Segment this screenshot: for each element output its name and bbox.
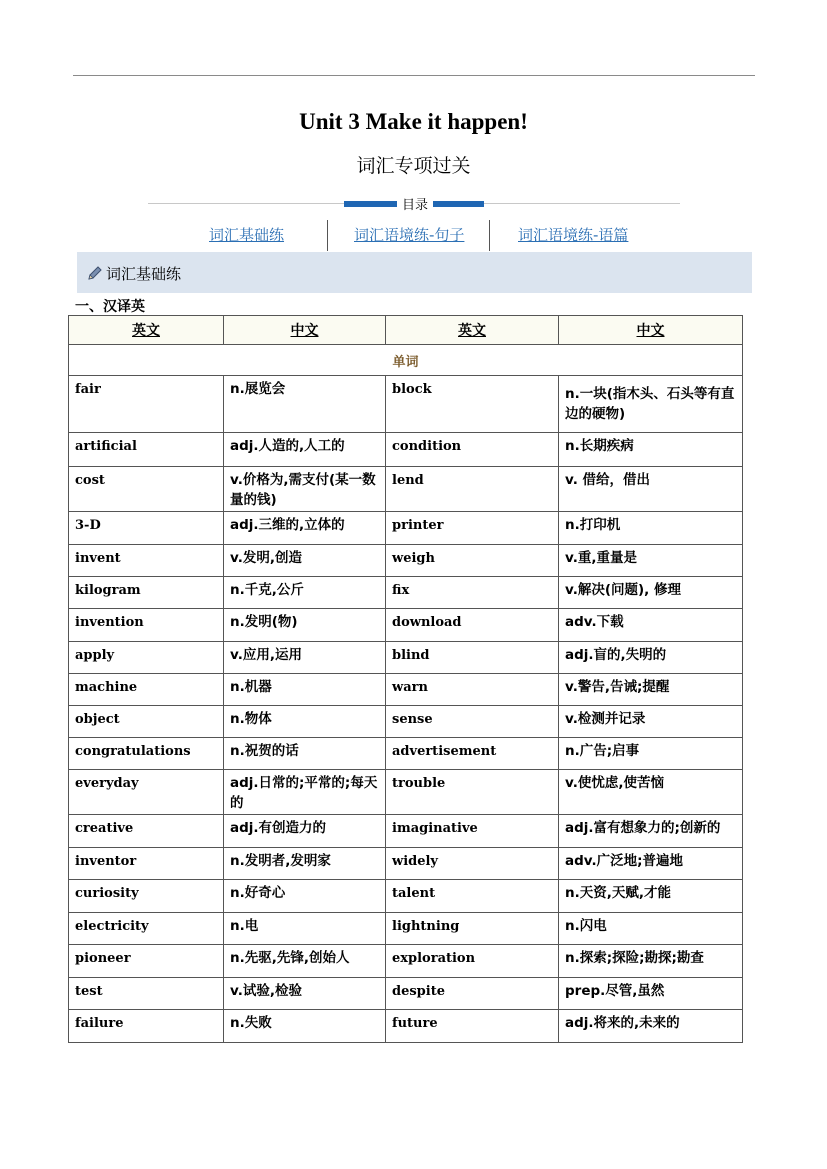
toc-label: 目录 [397, 194, 433, 213]
chinese-meaning-cell: v. 借给，借出 [559, 467, 743, 512]
section-header [77, 252, 752, 293]
table-row [69, 978, 743, 1010]
table-row [69, 945, 743, 978]
english-word-cell: widely [386, 848, 559, 880]
chinese-meaning-cell: n.长期疾病 [559, 433, 743, 467]
table-row [69, 433, 743, 467]
chinese-meaning-cell: adj.三维的,立体的 [224, 512, 386, 545]
chinese-meaning-cell: n.打印机 [559, 512, 743, 545]
english-word-cell: talent [386, 880, 559, 913]
english-word-cell: failure [69, 1010, 224, 1043]
chinese-meaning-cell: n.好奇心 [224, 880, 386, 913]
english-word-cell: printer [386, 512, 559, 545]
header-rule [73, 75, 755, 76]
pencil-icon [86, 264, 104, 282]
english-word-cell: future [386, 1010, 559, 1043]
english-word-cell: block [386, 376, 559, 433]
english-word-cell: blind [386, 642, 559, 674]
chinese-meaning-cell: n.失败 [224, 1010, 386, 1043]
english-word-cell: advertisement [386, 738, 559, 770]
chinese-meaning-cell: v.解决(问题), 修理 [559, 577, 743, 609]
table-row [69, 706, 743, 738]
chinese-meaning-cell: adj.盲的,失明的 [559, 642, 743, 674]
toc-separator [327, 220, 328, 251]
chinese-meaning-cell: n.发明者,发明家 [224, 848, 386, 880]
english-word-cell: download [386, 609, 559, 642]
chinese-meaning-cell: adj.富有想象力的;创新的 [559, 815, 743, 848]
english-word-cell: exploration [386, 945, 559, 978]
english-word-cell: trouble [386, 770, 559, 815]
english-word-cell: imaginative [386, 815, 559, 848]
section-title: 词汇基础练 [106, 265, 182, 283]
chinese-meaning-cell: n.天资,天赋,才能 [559, 880, 743, 913]
english-word-cell: despite [386, 978, 559, 1010]
table-row [69, 467, 743, 512]
english-word-cell: creative [69, 815, 224, 848]
english-word-cell: kilogram [69, 577, 224, 609]
english-word-cell: curiosity [69, 880, 224, 913]
toc-separator [489, 220, 490, 251]
chinese-meaning-cell: n.发明(物) [224, 609, 386, 642]
table-row [69, 1010, 743, 1043]
english-word-cell: condition [386, 433, 559, 467]
chinese-meaning-cell: adj.有创造力的 [224, 815, 386, 848]
chinese-meaning-cell: n.展览会 [224, 376, 386, 433]
english-word-cell: inventor [69, 848, 224, 880]
toc-accent-right [432, 201, 484, 207]
table-row [69, 913, 743, 945]
chinese-meaning-cell: adj.日常的;平常的;每天的 [224, 770, 386, 815]
english-word-cell: pioneer [69, 945, 224, 978]
toc-accent-left [344, 201, 398, 207]
chinese-meaning-cell: adj.将来的,未来的 [559, 1010, 743, 1043]
chinese-meaning-cell: n.电 [224, 913, 386, 945]
table-row [69, 577, 743, 609]
page-title: Unit 3 Make it happen! [299, 109, 528, 134]
english-word-cell: invention [69, 609, 224, 642]
table-row [69, 609, 743, 642]
chinese-meaning-cell: n.一块(指木头、石头等有直边的硬物) [559, 376, 743, 433]
chinese-meaning-cell: n.千克,公斤 [224, 577, 386, 609]
chinese-meaning-cell: v.检测并记录 [559, 706, 743, 738]
english-word-cell: 3-D [69, 512, 224, 545]
table-row [69, 376, 743, 433]
english-word-cell: artificial [69, 433, 224, 467]
chinese-meaning-cell: n.机器 [224, 674, 386, 706]
group-row [69, 345, 743, 376]
english-word-cell: warn [386, 674, 559, 706]
chinese-meaning-cell: v.发明,创造 [224, 545, 386, 577]
table-row [69, 848, 743, 880]
table-row [69, 512, 743, 545]
chinese-meaning-cell: v.试验,检验 [224, 978, 386, 1010]
page-subtitle: 词汇专项过关 [356, 155, 471, 177]
english-word-cell: weigh [386, 545, 559, 577]
chinese-meaning-cell: n.先驱,先锋,创始人 [224, 945, 386, 978]
header-chinese: 中文 [224, 316, 386, 345]
header-english: 英文 [386, 316, 559, 345]
toc-link-basic[interactable]: 词汇基础练 [209, 226, 285, 244]
english-word-cell: object [69, 706, 224, 738]
header-english: 英文 [69, 316, 224, 345]
chinese-meaning-cell: adv.广泛地;普遍地 [559, 848, 743, 880]
header-chinese: 中文 [559, 316, 743, 345]
chinese-meaning-cell: adv.下载 [559, 609, 743, 642]
chinese-meaning-cell: v.价格为,需支付(某一数量的钱) [224, 467, 386, 512]
english-word-cell: fair [69, 376, 224, 433]
table-row [69, 674, 743, 706]
chinese-meaning-cell: v.使忧虑,使苦恼 [559, 770, 743, 815]
english-word-cell: everyday [69, 770, 224, 815]
english-word-cell: lightning [386, 913, 559, 945]
english-word-cell: invent [69, 545, 224, 577]
table-row [69, 738, 743, 770]
chinese-meaning-cell: v.警告,告诫;提醒 [559, 674, 743, 706]
english-word-cell: electricity [69, 913, 224, 945]
english-word-cell: congratulations [69, 738, 224, 770]
chinese-meaning-cell: n.物体 [224, 706, 386, 738]
chinese-meaning-cell: v.应用,运用 [224, 642, 386, 674]
english-word-cell: machine [69, 674, 224, 706]
chinese-meaning-cell: v.重,重量是 [559, 545, 743, 577]
english-word-cell: sense [386, 706, 559, 738]
chinese-meaning-cell: prep.尽管,虽然 [559, 978, 743, 1010]
english-word-cell: lend [386, 467, 559, 512]
english-word-cell: apply [69, 642, 224, 674]
table-row [69, 770, 743, 815]
toc-link-sentences[interactable]: 词汇语境练-句子 [354, 226, 465, 244]
vocabulary-table [68, 315, 743, 1043]
chinese-meaning-cell: n.广告;启事 [559, 738, 743, 770]
toc-link-passage[interactable]: 词汇语境练-语篇 [518, 226, 629, 244]
table-row [69, 815, 743, 848]
chinese-meaning-cell: adj.人造的,人工的 [224, 433, 386, 467]
chinese-meaning-cell: n.祝贺的话 [224, 738, 386, 770]
group-label: 单词 [69, 345, 743, 376]
chinese-meaning-cell: n.闪电 [559, 913, 743, 945]
english-word-cell: fix [386, 577, 559, 609]
exercise-heading: 一、汉译英 [75, 299, 145, 315]
chinese-meaning-cell: n.探索;探险;勘探;勘查 [559, 945, 743, 978]
table-row [69, 545, 743, 577]
english-word-cell: cost [69, 467, 224, 512]
english-word-cell: test [69, 978, 224, 1010]
table-header-row [69, 316, 743, 345]
table-row [69, 880, 743, 913]
table-row [69, 642, 743, 674]
